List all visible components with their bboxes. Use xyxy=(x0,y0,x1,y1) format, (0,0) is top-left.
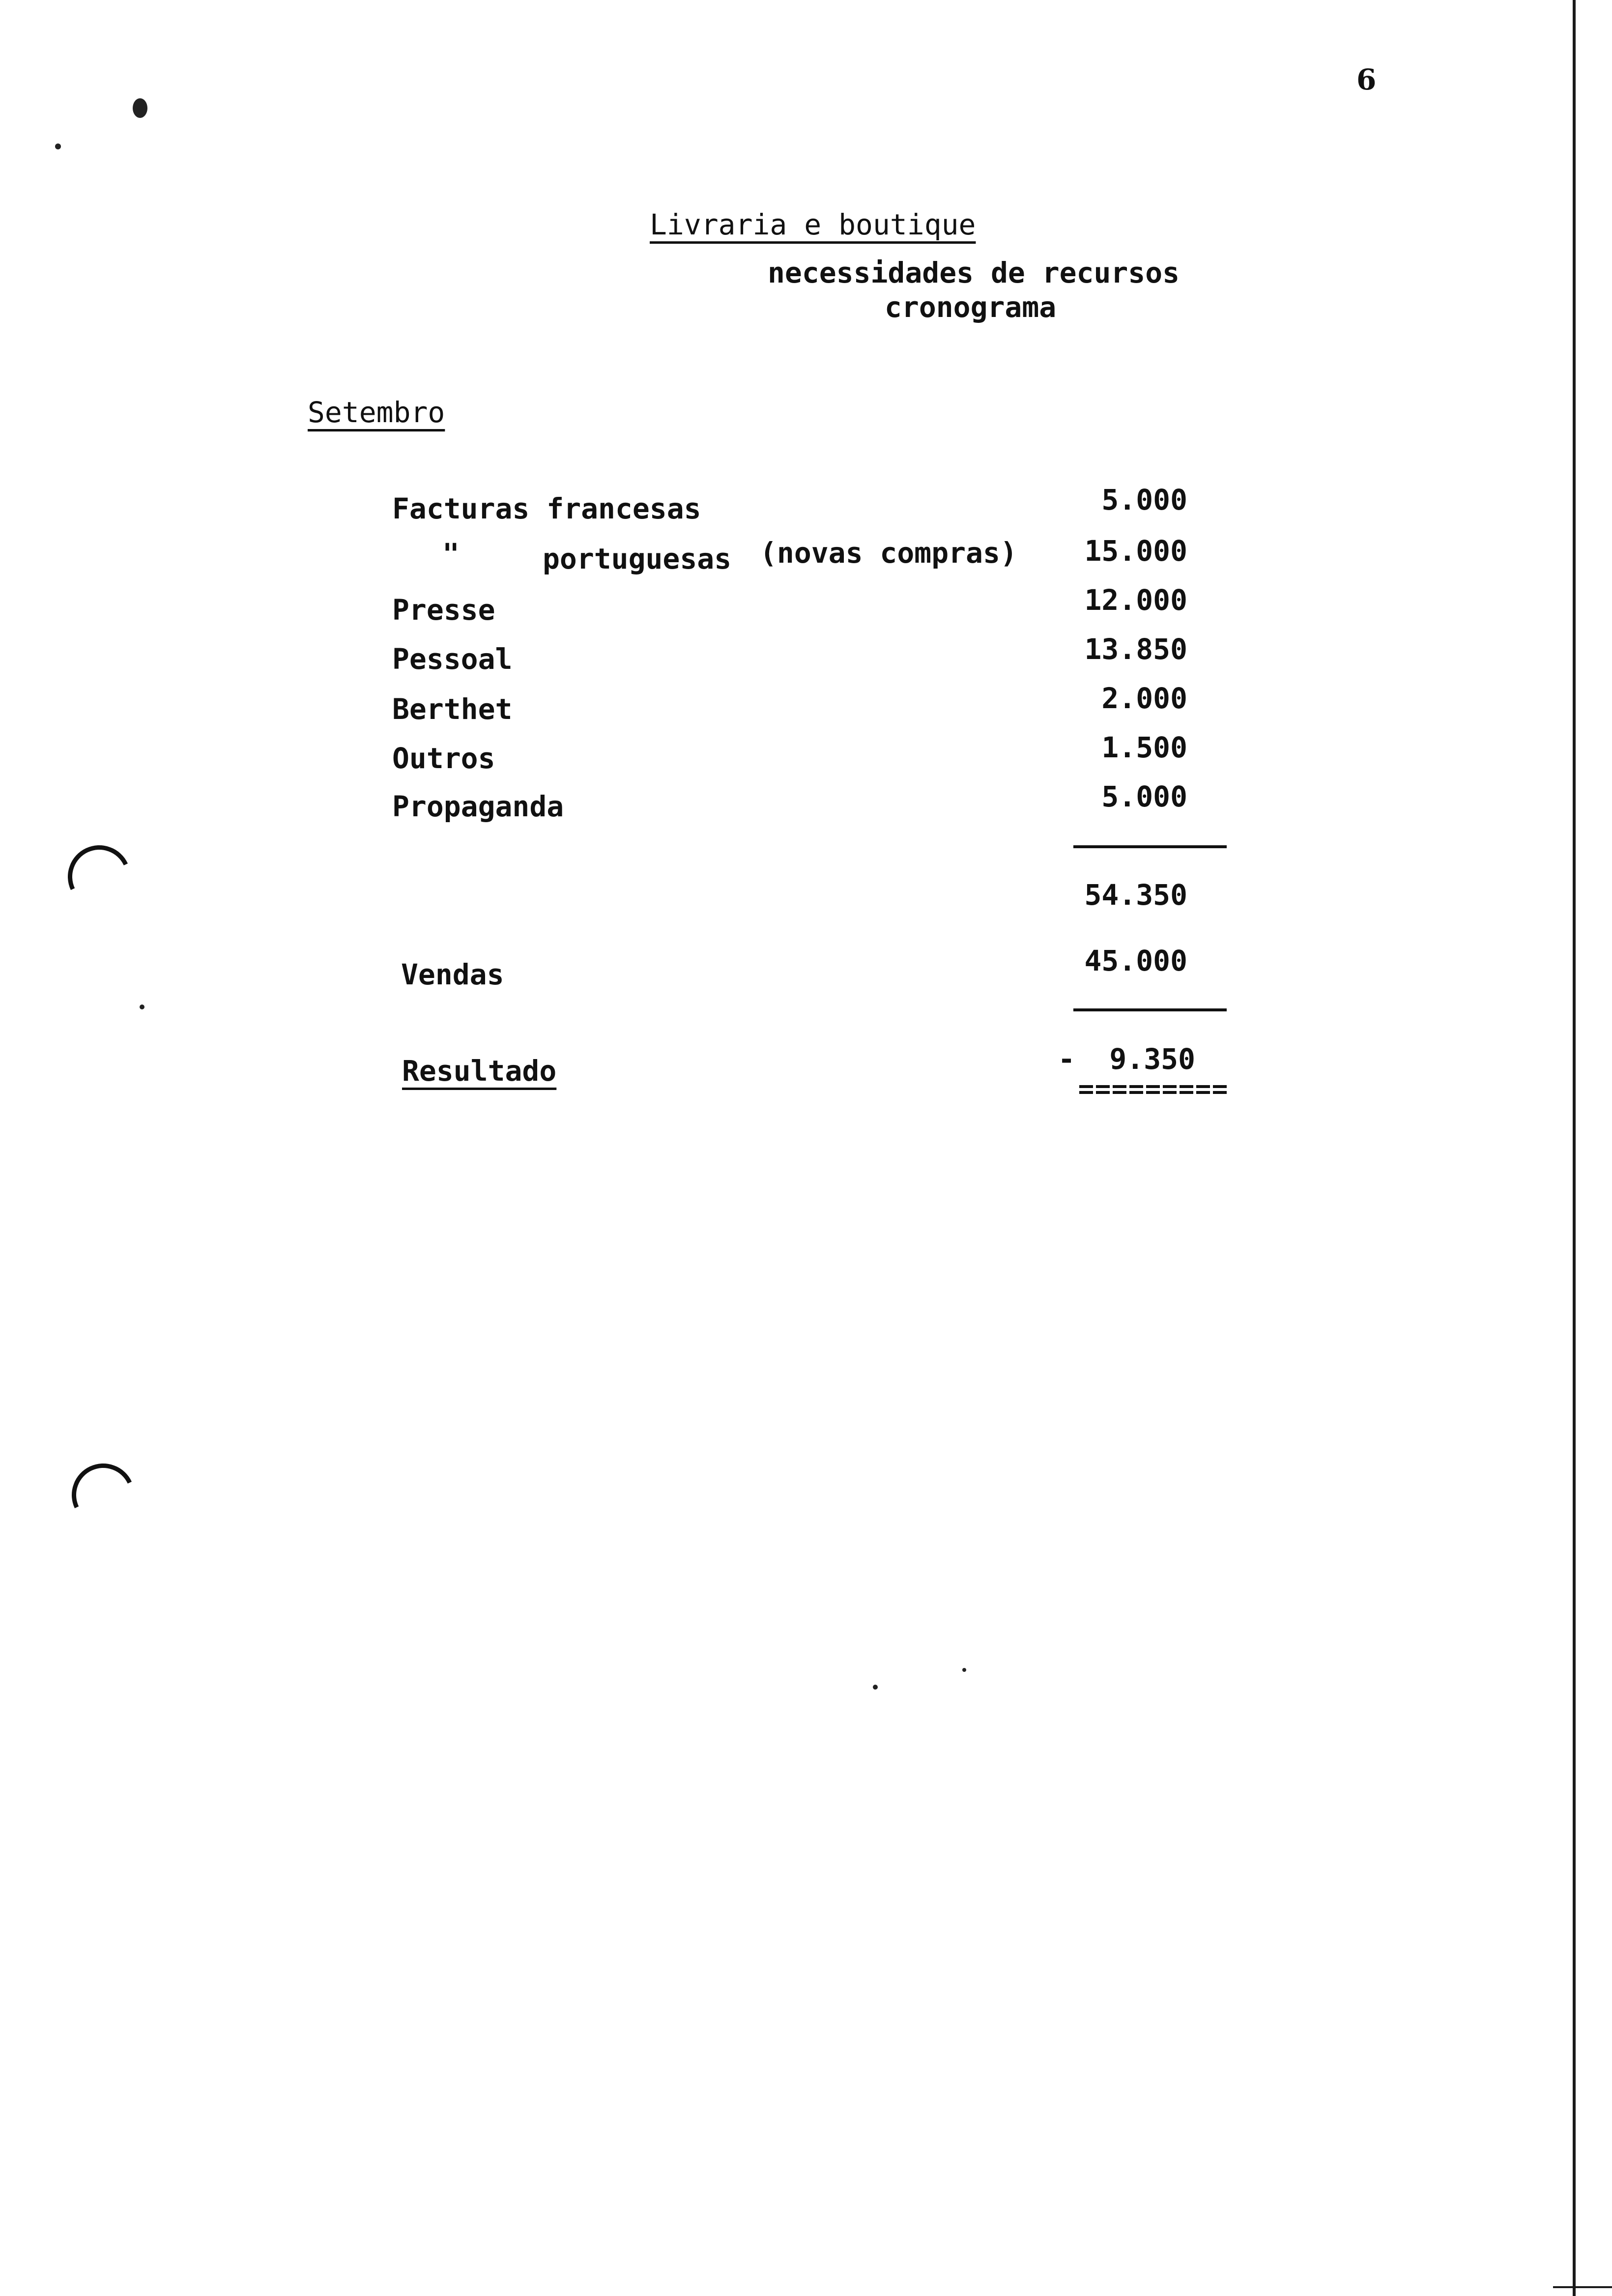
page-edge-bottom xyxy=(1553,2286,1612,2288)
result-label: Resultado xyxy=(402,1054,557,1088)
document-subtitle: cronograma xyxy=(885,290,1057,324)
expense-value: 5.000 xyxy=(1101,780,1187,813)
expense-value: 1.500 xyxy=(1101,731,1187,764)
expense-label: Pessoal xyxy=(392,642,513,676)
sales-label: Vendas xyxy=(401,958,504,991)
total-double-rule xyxy=(1079,1085,1227,1094)
page-number: 6 xyxy=(1356,63,1377,96)
sum-rule xyxy=(1073,845,1227,848)
document-title: Livraria e boutique xyxy=(650,208,976,241)
expense-label: Berthet xyxy=(392,692,513,726)
sales-value: 45.000 xyxy=(1084,944,1187,977)
subtotal-value: 54.350 xyxy=(1084,878,1187,912)
scan-speck xyxy=(962,1668,966,1672)
punch-hole-mark xyxy=(59,836,140,917)
expense-value: 13.850 xyxy=(1084,632,1187,666)
scan-speck xyxy=(873,1685,878,1690)
result-value: - 9.350 xyxy=(1058,1042,1195,1076)
expense-label: Outros xyxy=(392,742,495,775)
expense-value: 5.000 xyxy=(1101,483,1187,517)
expense-label: portuguesas xyxy=(543,542,732,575)
section-month: Setembro xyxy=(308,396,445,429)
expense-label: Facturas francesas xyxy=(392,492,701,525)
expense-label: Propaganda xyxy=(392,790,564,823)
document-subtitle: necessidades de recursos xyxy=(768,256,1180,289)
expense-value: 15.000 xyxy=(1084,534,1187,568)
scan-speck xyxy=(133,98,147,118)
scan-speck xyxy=(140,1004,144,1009)
page-edge-line xyxy=(1573,0,1576,2296)
ditto-mark: " xyxy=(442,537,460,571)
scan-speck xyxy=(55,144,61,149)
expense-value: 12.000 xyxy=(1084,583,1187,617)
expense-note: (novas compras) xyxy=(760,536,1017,570)
expense-label: Presse xyxy=(392,593,495,627)
difference-rule xyxy=(1073,1008,1227,1011)
punch-hole-mark xyxy=(63,1455,144,1535)
expense-value: 2.000 xyxy=(1101,682,1187,715)
